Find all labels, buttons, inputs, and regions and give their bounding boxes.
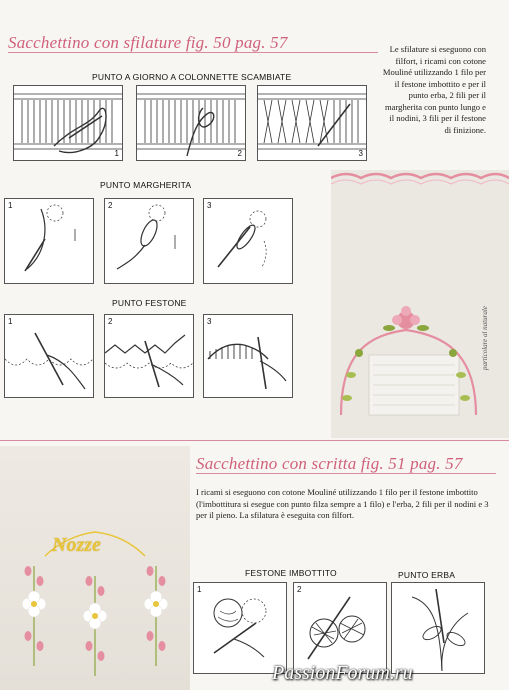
stitch3-label: PUNTO FESTONE	[112, 298, 187, 308]
stitch3-panel-2	[104, 314, 194, 398]
stitch1-panel-2	[136, 85, 246, 161]
stitch1-label: PUNTO A GIORNO A COLONNETTE SCAMBIATE	[92, 72, 292, 82]
stitch4-panel-2	[293, 582, 387, 674]
embroidery-photo-art	[331, 170, 509, 438]
embroidery-photo	[331, 170, 509, 438]
step-number: 1	[197, 585, 202, 594]
stitch2-panel-2	[104, 198, 194, 284]
step-number: 2	[297, 585, 302, 594]
nozze-photo	[0, 446, 190, 690]
section2-text: I ricami si eseguono con cotone Mouliné utilizzando 1 filo per il festone imbottito (l'imbottitura si esegue con punto filza sempre a 1 filo) e l'erba, 2 fili per il nodini e 3 per il pieno. La sfilatura è eseguita con filfort.	[196, 487, 489, 520]
stitch2-panel-1	[4, 198, 94, 284]
stem-stitch-diagram-icon	[392, 583, 484, 673]
step-number: 3	[207, 317, 212, 326]
hemstitch-diagram-icon	[258, 86, 366, 160]
watermark: PassionForum.ru	[272, 662, 413, 684]
stitch1-panel-1	[13, 85, 123, 161]
stitch4-panel-1	[193, 582, 287, 674]
step-number: 2	[237, 149, 242, 158]
nozze-photo-art	[0, 446, 190, 690]
section2-title: Sacchettino con scritta fig. 51 pag. 57	[196, 454, 463, 473]
nozze-embroidery-text: Nozze	[52, 534, 101, 556]
section1-title: Sacchettino con sfilature fig. 50 pag. 57	[8, 33, 288, 52]
daisy-stitch-diagram-icon	[204, 199, 292, 283]
step-number: 1	[8, 317, 13, 326]
step-number: 2	[108, 201, 113, 210]
stitch4-label: FESTONE IMBOTTITO	[245, 568, 337, 578]
section1-title-rule	[8, 52, 378, 53]
blanket-stitch-diagram-icon	[105, 315, 193, 397]
stitch3-panel-1	[4, 314, 94, 398]
daisy-stitch-diagram-icon	[105, 199, 193, 283]
blanket-stitch-diagram-icon	[5, 315, 93, 397]
photo-caption: particolare al naturale	[481, 306, 489, 370]
stitch5-panel	[391, 582, 485, 674]
stitch2-panel-3	[203, 198, 293, 284]
section-divider	[0, 440, 509, 441]
step-number: 1	[114, 149, 119, 158]
padded-satin-diagram-icon	[294, 583, 386, 673]
section2-title-rule	[196, 473, 496, 474]
step-number: 2	[108, 317, 113, 326]
hemstitch-diagram-icon	[14, 86, 122, 160]
section1-text: Le sfilature si eseguono con filfort, i ricami con cotone Mouliné utilizzando 1 filo per il festone imbottito e per il punto erba, 2 fili per il margherita con punto lungo e il nodini, 3 fili per il festone di finizione.	[382, 44, 486, 135]
stitch1-panel-3	[257, 85, 367, 161]
step-number: 1	[8, 201, 13, 210]
step-number: 3	[358, 149, 363, 158]
step-number: 3	[207, 201, 212, 210]
stitch2-label: PUNTO MARGHERITA	[100, 180, 192, 190]
daisy-stitch-diagram-icon	[5, 199, 93, 283]
padded-satin-diagram-icon	[194, 583, 286, 673]
stitch3-panel-3	[203, 314, 293, 398]
hemstitch-diagram-icon	[137, 86, 245, 160]
stitch5-label: PUNTO ERBA	[398, 570, 456, 580]
blanket-stitch-diagram-icon	[204, 315, 292, 397]
